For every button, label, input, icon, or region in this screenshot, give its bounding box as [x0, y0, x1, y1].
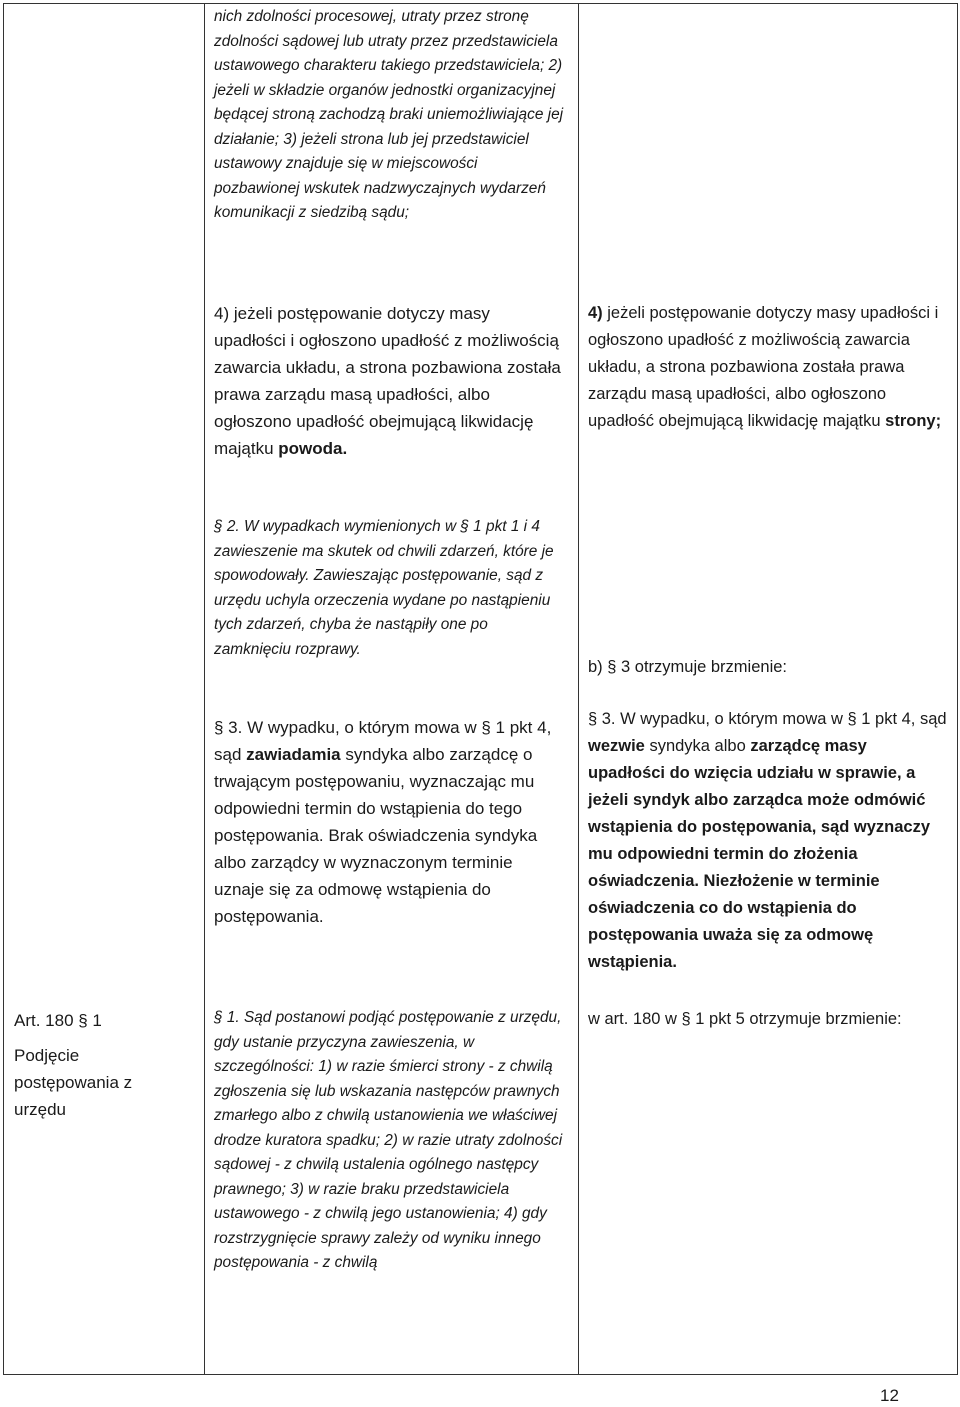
- amended-text-block-2: [588, 654, 948, 681]
- paragraph-bold: powoda.: [278, 439, 348, 458]
- amended-text-paragraph-3: [588, 706, 948, 976]
- amendment-instruction: b) § 3 otrzymuje brzmienie:: [588, 658, 787, 676]
- current-text-paragraph-2: [214, 300, 566, 462]
- paragraph-bold: zawiadamia: [246, 745, 341, 764]
- paragraph-text: syndyka albo: [644, 737, 751, 755]
- current-text-paragraph-1: nich zdolności procesowej, utraty przez stronę zdolności sądowej lub utraty przez przedstawiciela ustawowego charakteru takiego przedstawiciela; 2) jeżeli w składzie organów jednostki organizacyjnej będącej stroną zachodzą braki uniemożliwiające jej działanie; 3) jeżeli strona lub jej przedstawiciel ustawowy znajduje się w miejscowości pozbawionej wskutek nadzwyczajnych wydarzeń komunikacji z siedzibą sądu;: [214, 8, 564, 221]
- paragraph-bold: wezwie: [588, 737, 645, 755]
- amended-text-paragraph-1: [588, 300, 948, 435]
- column-divider-2: [578, 3, 579, 1375]
- current-text-block-4: [214, 714, 566, 930]
- amendment-instruction: w art. 180 w § 1 pkt 5 otrzymuje brzmienie:: [588, 1010, 902, 1028]
- article-number: Art. 180 § 1: [14, 1011, 102, 1030]
- paragraph-text: 4) jeżeli postępowanie dotyczy masy upadłości i ogłoszono upadłość z możliwością zawarcia układu, a strona pozbawiona została prawa zarządu masą upadłości, albo ogłoszono upadłość obejmującą likwidację majątku: [214, 304, 561, 458]
- column-divider-1: [204, 3, 205, 1375]
- paragraph-text: jeżeli postępowanie dotyczy masy upadłości i ogłoszono upadłość z możliwością zawarcia układu, a strona pozbawiona została prawa zarządu masą upadłości, albo ogłoszono upadłość obejmującą likwidację majątku: [588, 304, 939, 430]
- current-text-paragraph-5: § 1. Sąd postanowi podjąć postępowanie z urzędu, gdy ustanie przyczyna zawieszenia, w szczególności: 1) w razie śmierci strony - z chwilą zgłoszenia się lub wskazania następców prawnych zmarłego albo z chwilą ustanowienia we właściwej drodze kuratora spadku; 2) w razie utraty zdolności sądowej - z chwilą ustalenia ogólnego następcy prawnego; 3) w razie braku przedstawiciela ustawowego - z chwilą jego ustanowienia; 4) gdy rozstrzygnięcie sprawy zależy od wyniku innego postępowania - z chwilą: [214, 1009, 563, 1271]
- paragraph-bold: 4): [588, 304, 603, 322]
- current-text-paragraph-3: § 2. W wypadkach wymienionych w § 1 pkt 1 i 4 zawieszenie ma skutek od chwili zdarzeń, które je spowodowały. Zawieszając postępowanie, sąd z urzędu uchyla orzeczenia wydane po nastąpieniu tych zdarzeń, chyba że nastąpiły one po zamknięciu rozprawy.: [214, 518, 554, 658]
- paragraph-bold: strony;: [885, 412, 942, 430]
- page-number: 12: [880, 1386, 899, 1405]
- paragraph-text: § 3. W wypadku, o którym mowa w § 1 pkt 4, sąd: [588, 710, 947, 728]
- current-text-paragraph-4: [214, 714, 566, 930]
- article-heading: [14, 1007, 199, 1123]
- current-text-block-1: [214, 5, 566, 226]
- article-title-line-1: Podjęcie: [14, 1046, 80, 1065]
- paragraph-bold: zarządcę masy upadłości do wzięcia udziału w sprawie, a jeżeli syndyk albo zarządca może odmówić wstąpienia do postępowania, sąd wyznaczy mu odpowiedni termin do złożenia oświadczenia. Niezłożenie w terminie oświadczenia co do wstąpienia do postępowania uważa się za odmowę wstąpienia.: [588, 737, 931, 971]
- article-title-line-3: urzędu: [14, 1100, 66, 1119]
- article-title-line-2: postępowania z: [14, 1073, 133, 1092]
- current-text-block-3: [214, 515, 566, 662]
- current-text-block-5: [214, 1006, 566, 1276]
- paragraph-text: syndyka albo zarządcę o trwającym postępowaniu, wyznaczając mu odpowiedni termin do wstąpienia do tego postępowania. Brak oświadczenia syndyka albo zarządcy w wyznaczonym terminie uznaje się za odmowę wstąpienia do postępowania.: [214, 745, 538, 926]
- amended-text-block-3: [588, 706, 948, 976]
- current-text-block-2: [214, 300, 566, 462]
- amended-text-block-1: [588, 300, 948, 435]
- amended-text-block-4: [588, 1006, 928, 1033]
- paragraph-text: § 3. W wypadku, o którym mowa w § 1 pkt 4, sąd: [214, 718, 552, 764]
